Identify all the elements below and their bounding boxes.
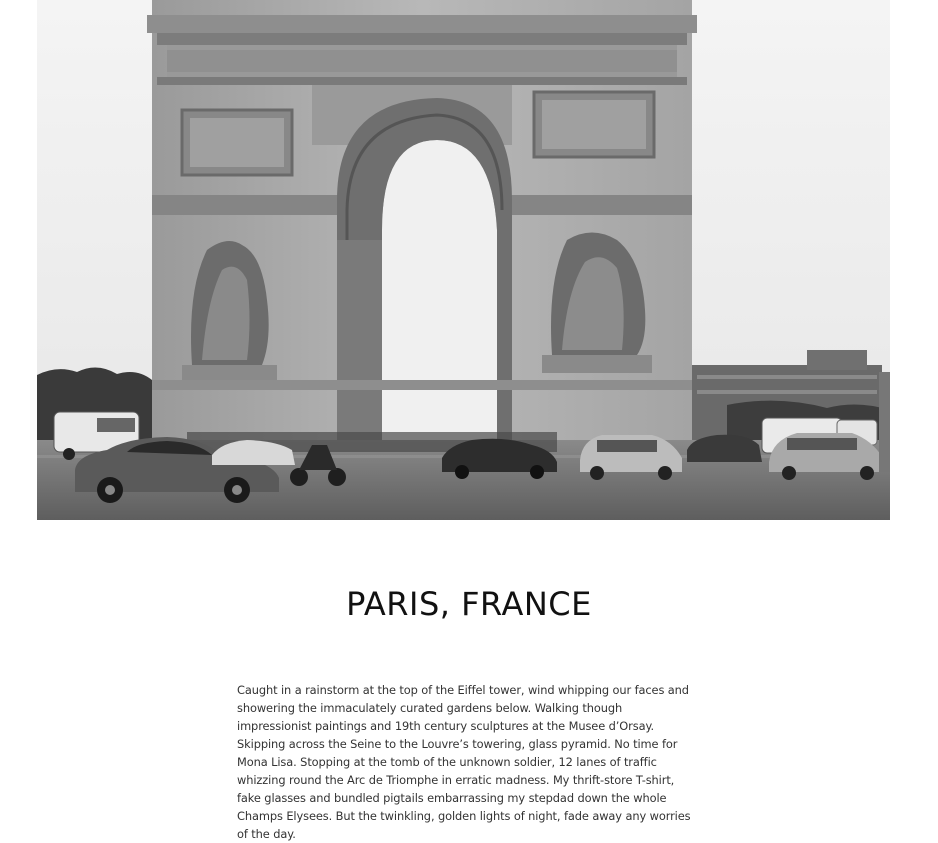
article-body: Caught in a rainstorm at the top of the Eiffel tower, wind whipping our faces and showering the immaculately curated gardens below. Walking though impressionist paintings and 19th century sculptures at the Musee d’Orsay. Skipping across the Seine to the Louvre’s towering, glass pyramid. No time for Mona Lisa. Stopping at the tomb of the unknown soldier, 12 lanes of traffic whizzing round the Arc de Triomphe in erratic madness. My thrift-store T-shirt, fake glasses and bundled pigtails embarrassing my stepdad down the whole Champs Elysees. But the twinkling, golden lights of night, fade away any worries of the day. <box>237 683 691 841</box>
arc-de-triomphe-photo <box>37 0 890 520</box>
hero-photo <box>37 0 890 520</box>
article-title: PARIS, FRANCE <box>346 585 592 623</box>
